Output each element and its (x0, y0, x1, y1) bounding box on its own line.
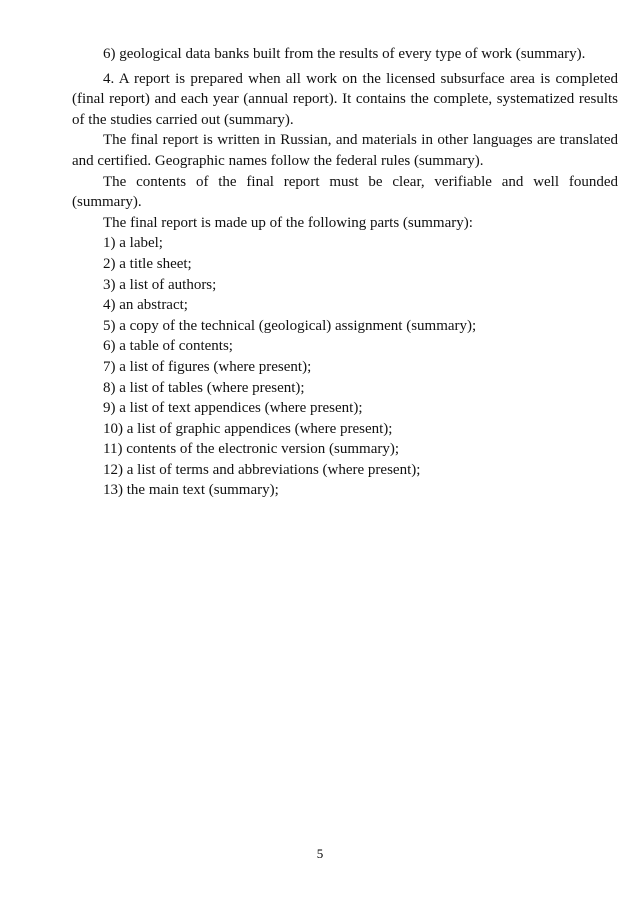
list-item: 3) a list of authors; (103, 276, 217, 293)
paragraph-report-requirements: 4. A report is prepared when all work on the licensed subsurface area is completed (final report) and each year (annual report). It contains the complete, systematized results of the studies carried out (summary). (72, 70, 618, 128)
paragraph-content-criteria: The contents of the final report must be clear, verifiable and well founded (summary). (72, 173, 618, 211)
list-item: 7) a list of figures (where present); (103, 358, 312, 375)
list-item: 6) a table of contents; (103, 338, 233, 355)
list-item: 4) an abstract; (103, 297, 188, 314)
list-item: 12) a list of terms and abbreviations (where present); (103, 461, 421, 478)
list-item: 5) a copy of the technical (geological) assignment (summary); (103, 317, 477, 334)
list-item: 2) a title sheet; (103, 255, 192, 272)
list-item: 13) the main text (summary); (103, 482, 279, 499)
page-number: 5 (316, 846, 324, 861)
list-item: 10) a list of graphic appendices (where present); (103, 420, 393, 437)
paragraph-structure-intro: The final report is made up of the following parts (summary): (103, 214, 473, 231)
list-item: 1) a label; (103, 235, 163, 252)
paragraph-language-requirements: The final report is written in Russian, and materials in other languages are translated and certified. Geographic names follow the federal rules (summary). (72, 132, 618, 169)
paragraph-geodata-banks: 6) geological data banks built from the results of every type of work (summary). (103, 46, 586, 62)
list-item: 11) contents of the electronic version (summary); (103, 441, 400, 458)
list-item: 9) a list of text appendices (where present); (103, 400, 363, 417)
list-item: 8) a list of tables (where present); (103, 379, 305, 396)
